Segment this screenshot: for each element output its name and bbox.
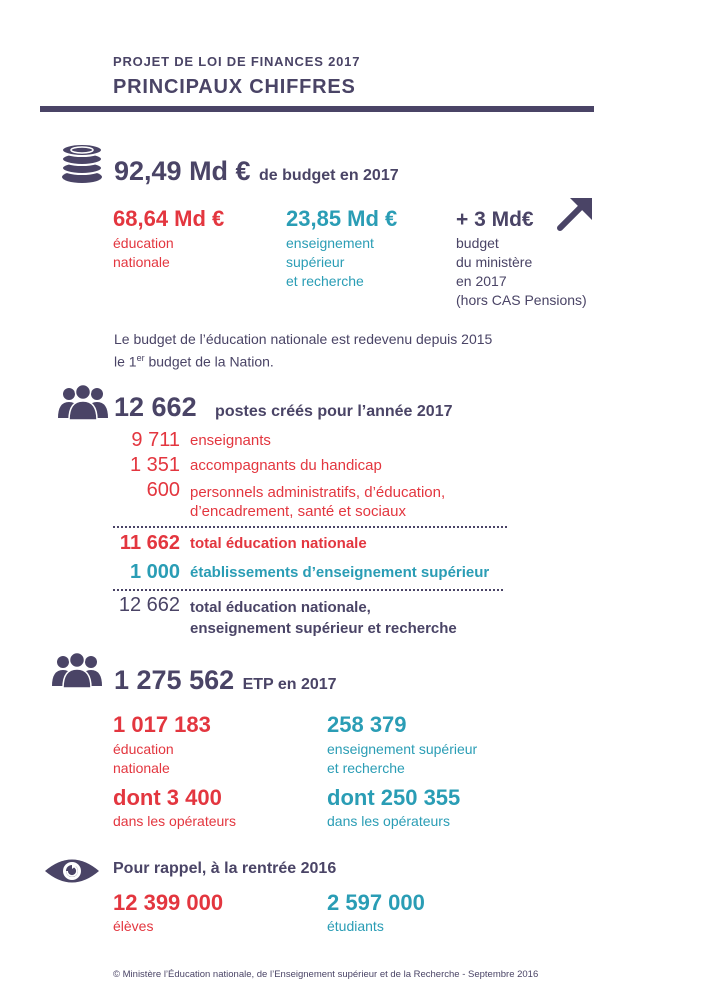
posts-row-value: 1 351 (129, 454, 180, 476)
reminder-title: Pour rappel, à la rentrée 2016 (113, 860, 337, 877)
posts-row-label (190, 483, 445, 521)
header-divider (40, 106, 594, 112)
budget-total (114, 156, 399, 187)
budget-education (113, 206, 224, 272)
budget-education-label-line: éducation (113, 235, 174, 251)
etp-education-operators-value: dont 3 400 (113, 785, 222, 810)
etp-education-label-line: éducation (113, 741, 174, 757)
footer-credit: © Ministère l’Éducation nationale, de l’Enseignement supérieur et de la Recherche - Septembre 2016 (113, 969, 539, 980)
posts-total-value: 12 662 (114, 392, 197, 422)
budget-education-label-line: nationale (113, 254, 170, 270)
eye-icon (43, 856, 101, 886)
budget-note-line2-sup: er (136, 353, 145, 363)
budget-total-value: 92,49 Md € (114, 156, 251, 186)
posts-education-total-label: total éducation nationale (190, 535, 367, 552)
budget-increase-label-line: (hors CAS Pensions) (456, 292, 587, 308)
posts-row-label: accompagnants du handicap (190, 457, 382, 474)
posts-higher-ed-label: établissements d’enseignement supérieur (190, 564, 490, 581)
posts-grand-total-value: 12 662 (118, 594, 180, 616)
posts-row-label: enseignants (190, 432, 271, 449)
posts-total (114, 392, 453, 423)
budget-higher-ed (286, 206, 397, 291)
etp-education-operators-label: dans les opérateurs (113, 813, 236, 829)
etp-higher-ed-label-line: et recherche (327, 760, 405, 776)
budget-note (114, 330, 492, 372)
etp-education (113, 712, 211, 778)
posts-higher-ed-value: 1 000 (129, 561, 180, 583)
posts-grand-total-label-line: enseignement supérieur et recherche (190, 620, 457, 637)
budget-higher-ed-label-line: et recherche (286, 273, 364, 289)
page-kicker: PROJET DE LOI DE FINANCES 2017 (113, 54, 361, 69)
coins-icon (58, 141, 106, 185)
etp-total-label: ETP en 2017 (242, 676, 337, 693)
etp-higher-ed-label-line: enseignement supérieur (327, 741, 478, 757)
posts-row-value: 600 (146, 479, 180, 501)
etp-higher-ed-operators-label: dans les opérateurs (327, 813, 450, 829)
posts-total-label: postes créés pour l’année 2017 (215, 403, 453, 420)
reminder-students (327, 890, 425, 936)
budget-higher-ed-value: 23,85 Md € (286, 206, 398, 231)
page-title: PRINCIPAUX CHIFFRES (113, 76, 356, 98)
posts-education-total-value: 11 662 (119, 532, 180, 554)
etp-higher-ed-operators-value: dont 250 355 (327, 785, 461, 810)
budget-increase-label-line: budget (456, 235, 499, 251)
reminder-students-label: étudiants (327, 918, 384, 934)
etp-higher-ed-operators (327, 785, 460, 831)
posts-row-label-line: d’encadrement, santé et sociaux (190, 503, 406, 520)
reminder-pupils-value: 12 399 000 (113, 890, 224, 915)
etp-higher-ed-value: 258 379 (327, 712, 407, 737)
budget-education-value: 68,64 Md € (113, 206, 225, 231)
reminder-pupils-label: élèves (113, 918, 154, 934)
people-icon (52, 652, 102, 688)
etp-education-value: 1 017 183 (113, 712, 211, 737)
budget-increase-label-line: du ministère (456, 254, 533, 270)
budget-higher-ed-label-line: enseignement (286, 235, 374, 251)
budget-total-label: de budget en 2017 (259, 167, 399, 184)
posts-row-value: 9 711 (131, 429, 180, 451)
budget-note-line1: Le budget de l’éducation nationale est redevenu depuis 2015 (114, 331, 493, 347)
etp-total-value: 1 275 562 (114, 665, 235, 695)
budget-note-line2-post: budget de la Nation. (144, 353, 274, 370)
budget-note-line2-pre: le 1 (114, 353, 137, 370)
etp-education-label-line: nationale (113, 760, 170, 776)
posts-row-label-line: personnels administratifs, d’éducation, (190, 484, 446, 501)
posts-grand-total-label-line: total éducation nationale, (190, 599, 371, 616)
reminder-pupils (113, 890, 223, 936)
reminder-students-value: 2 597 000 (327, 890, 425, 915)
etp-education-operators (113, 785, 236, 831)
budget-increase-label-line: en 2017 (456, 273, 507, 289)
arrow-up-right-icon (556, 196, 594, 232)
dotted-divider (113, 589, 503, 591)
people-icon (58, 384, 108, 420)
budget-higher-ed-label-line: supérieur (286, 254, 345, 270)
dotted-divider (113, 526, 507, 528)
etp-higher-ed (327, 712, 477, 778)
budget-increase-value: + 3 Md€ (456, 208, 534, 231)
etp-total (114, 665, 337, 696)
